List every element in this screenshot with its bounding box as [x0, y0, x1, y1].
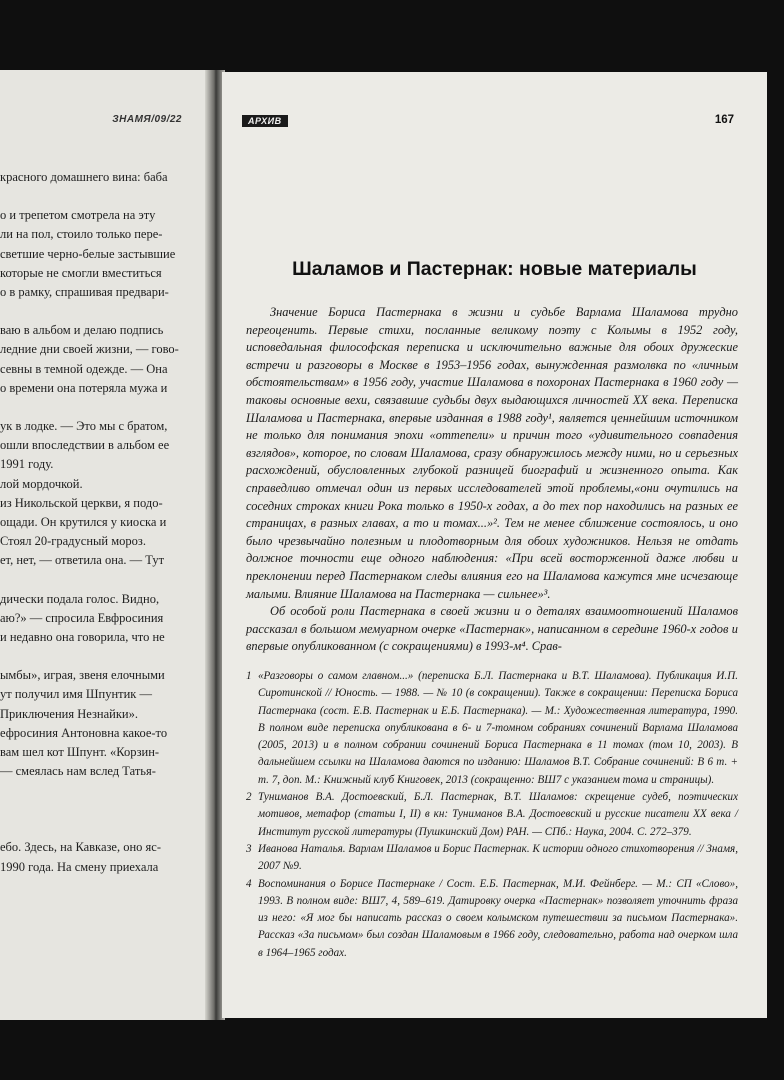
left-page-text — [0, 168, 200, 877]
text-line: о в рамку, спрашивая предвари- — [0, 285, 169, 300]
text-line: лой мордочкой. — [0, 476, 83, 491]
text-line: светшие черно-белые застывшие — [0, 246, 176, 261]
paragraph: Об особой роли Пастернака в своей жизни и о деталях взаимоотношений Шаламов рассказал в большом мемуарном очерке «Пастернак», написанном в середине 1960-х годов и впервые опубликованном (с сокращениями) в 1993-м⁴. Срав- — [246, 604, 738, 654]
text-line: — смеялась нам вслед Татья- — [0, 764, 156, 779]
paragraph: Значение Бориса Пастернака в жизни и судьбе Варлама Шаламова трудно переоценить. Первые стихи, посланные великому поэту с Колымы в 1952 году, исповедальная философская переписка и исключительно важные для обоих дружеские встречи и разговоры в Москве в 1953–1956 годах, вынужденная размолвка по «личным обстоятельствам» в 1956 году, участие Шаламова в похоронах Пастернака в 1960 году — таковы основные вехи, связавшие судьбы двух выдающихся личностей XX века. Переписка Шаламова и Пастернака, впервые изданная в 1988 году¹, является ценнейшим источником не только для понимания эпохи «оттепели» и причин того «удивительного совпадения взглядов», которое, по словам Шаламова, сразу обнаружилось между ними, но и серьезных расхождений, обусловленных глубокой разницей биографий и жизненного опыта. Как справедливо отмечал один из первых исследователей этой проблемы,«они очутились на соседних строках книги Рока только в 1950-х годах, а до тех пор находились на разных ее страницах, в разных главах, а то и томах...»². Тем не менее сближение состоялось, и оно было чрезвычайно полезным и плодотворным для обоих художников. Нельзя не отдать должное точности еще одного наблюдения: «При всей восторженной даже любви и преклонении перед Пастернаком следы влияния его на Шаламова кажутся мне исчезающе малыми. Влияние Шаламова на Пастернака — сильнее»³. — [246, 305, 738, 601]
line-gap — [0, 187, 200, 206]
text-line: ледние дни своей жизни, — гово- — [0, 342, 179, 357]
left-page — [0, 70, 212, 1020]
text-line: аю?» — спросила Евфросиния — [0, 610, 164, 625]
footnote-text: «Разговоры о самом главном...» (переписка Б.Л. Пастернака и В.Т. Шаламова). Публикация И.П. Сиротинской // Юность. — 1988. — № 10 (в сокращении). Также в сокращении: Переписка Бориса Пастернака (сост. Е.В. Пастернак и Е.Б. Пастернака). — М.: Художественная литература, 1990. В полном виде переписка опубликована в 6- и 7-томном собраниях сочинений Варлама Шаламова (2005, 2013) и в полном собрании сочинений Бориса Пастернака в 11 томах (том 10, 2003). В дальнейшем ссылки на Шаламова даются по изданию: Шаламов В.Т. Собрание сочинений: В 6 т. + т. 7, доп. М.: Книжный клуб Книговек, 2013 (сокращенно: ВШ7 с указанием тома и страницы). — [258, 670, 738, 786]
footnote — [246, 876, 738, 962]
text-line: вам шел кот Шпунт. «Корзин- — [0, 745, 160, 760]
footnote-number: 2 — [246, 791, 252, 804]
footnote — [246, 841, 738, 876]
line-gap — [0, 800, 200, 819]
footnote-text: Туниманов В.А. Достоевский, Б.Л. Пастернак, В.Т. Шаламов: скрещение судеб, поэтических мотивов, метафор (статьи I, II) в кн: Туниманов В.А. Достоевский и русские писатели XX века / Институт русской литературы (Пушкинский Дом) РАН. — СПб.: Наука, 2004. С. 272–379. — [258, 791, 738, 838]
line-gap — [0, 398, 200, 417]
text-line: Стоял 20-градусный мороз. — [0, 534, 146, 549]
article-body — [246, 304, 738, 656]
line-gap — [0, 781, 200, 800]
footnote-number: 3 — [246, 842, 252, 855]
article-title: Шаламов и Пастернак: новые материалы — [292, 258, 697, 280]
line-gap — [0, 819, 200, 838]
text-line: которые не смогли вместиться — [0, 265, 162, 280]
text-line: ощади. Он крутился у киоска и — [0, 515, 167, 530]
text-line: о времени она потеряла мужа и — [0, 380, 168, 395]
footnote-text: Иванова Наталья. Варлам Шаламов и Борис Пастернак. К истории одного стихотворения // Знамя, 2007 №9. — [258, 842, 738, 873]
journal-header: ЗНАМЯ/09/22 — [112, 114, 182, 125]
text-line: дически подала голос. Видно, — [0, 591, 160, 606]
page-number: 167 — [714, 114, 734, 126]
page-header — [242, 115, 734, 131]
text-line: ут получил имя Шпунтик — — [0, 687, 153, 702]
footnotes — [246, 668, 738, 962]
text-line: ебо. Здесь, на Кавказе, оно яс- — [0, 840, 162, 855]
text-line: ымбы», играя, звеня елочными — [0, 668, 165, 683]
line-gap — [0, 571, 200, 590]
text-line: ет, нет, — ответила она. — Тут — [0, 553, 165, 568]
section-label: АРХИВ — [242, 115, 288, 127]
text-line: севны в темной одежде. — Она — [0, 361, 168, 376]
text-line: 1991 году. — [0, 457, 54, 472]
footnote — [246, 789, 738, 841]
text-line: ефросиния Антоновна какое-то — [0, 725, 168, 740]
text-line: о и трепетом смотрела на эту — [0, 208, 156, 223]
text-line: Приключения Незнайки». — [0, 706, 138, 721]
text-line: ошли впоследствии в альбом ее — [0, 438, 170, 453]
text-line: ли на пол, стоило только пере- — [0, 227, 163, 242]
text-line: 1990 года. На смену приехала — [0, 859, 159, 874]
text-line: ук в лодке. — Это мы с братом, — [0, 419, 168, 434]
footnote-number: 1 — [246, 670, 252, 682]
text-line: из Никольской церкви, я подо- — [0, 495, 163, 510]
text-line: красного домашнего вина: баба — [0, 170, 168, 184]
footnote-number: 4 — [246, 877, 252, 890]
line-gap — [0, 302, 200, 321]
text-line: и недавно она говорила, что не — [0, 630, 165, 645]
right-page — [222, 72, 767, 1018]
text-line: ваю в альбом и делаю подпись — [0, 323, 164, 338]
footnote — [246, 668, 738, 789]
line-gap — [0, 647, 200, 666]
footnote-text: Воспоминания о Борисе Пастернаке / Сост. Е.Б. Пастернак, М.И. Фейнберг. — М.: СП «Слово», 1993. В полном виде: ВШ7, 4, 589–619. Датировку очерка «Пастернак» позволяет уточнить фраза из него: «Я мог бы написать рассказ о своем колымском путешествии за письмом Пастернака». Рассказ «За письмом» был создан Шаламовым в 1966 году, следовательно, работа над очерком шла в 1964–1965 годах. — [258, 877, 738, 959]
